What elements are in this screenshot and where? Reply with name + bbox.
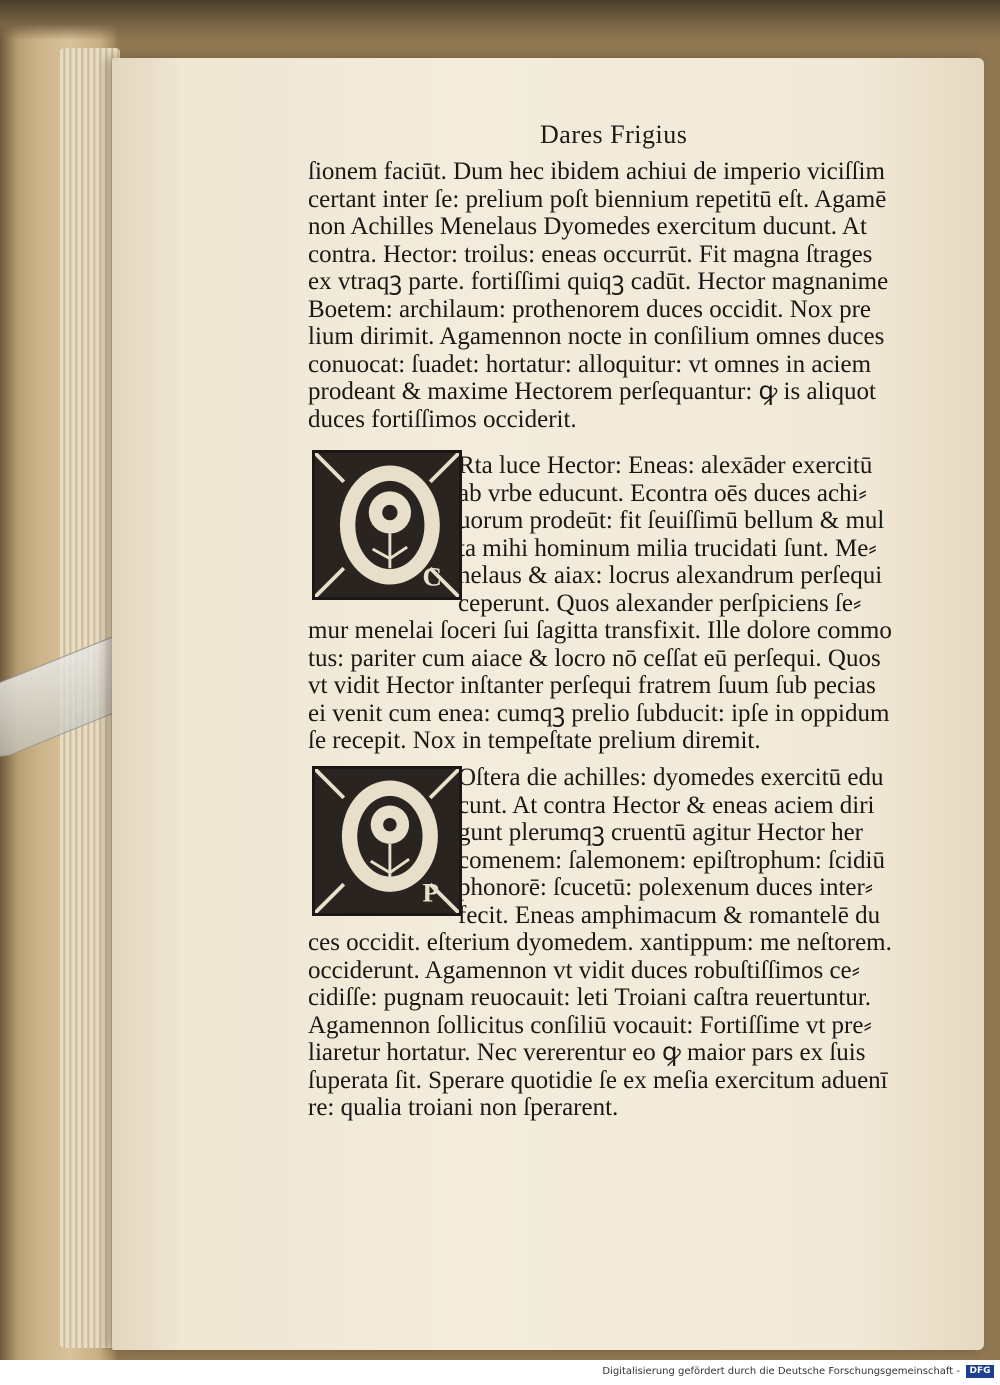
text-line: uorum prodeūt: fit ſeuiſſimū bellum & mul (458, 507, 885, 534)
text-line: ſionem faciūt. Dum hec ibidem achiui de imperio viciſſim (308, 158, 885, 185)
text-line: phonorē: ſcucetū: polexenum duces inter⸗ (458, 874, 874, 901)
text-line: ab vrbe educunt. Econtra oēs duces achi⸗ (458, 479, 867, 507)
funding-note: Digitalisierung gefördert durch die Deutsche Forschungsgemeinschaft - (602, 1366, 960, 1377)
text-line: contra. Hector: troilus: eneas occurrūt. Fit magna ſtrages (308, 240, 873, 268)
text-line: comenem: ſalemonem: epiſtrophum: ſcidiū (458, 846, 885, 874)
text-line: duces fortiſſimos occiderit. (308, 405, 577, 433)
text-line: cunt. At contra Hector & eneas aciem diri (458, 791, 875, 819)
text-line: ſuperata ſit. Sperare quotidie ſe ex meſia exercitum aduenī (308, 1066, 888, 1094)
paragraph-2 (308, 452, 908, 755)
text-line: ſe recepit. Nox in tempeſtate prelium diremit. (308, 727, 761, 754)
text-line: cidiſſe: pugnam reuocauit: leti Troiani caſtra reuertuntur. (308, 984, 872, 1011)
initial-letter: C (422, 561, 442, 592)
text-line: ceperunt. Quos alexander perſpiciens ſe⸗ (458, 589, 862, 617)
text-line: Oſtera die achilles: dyomedes exercitū edu (458, 764, 884, 791)
binding-shadow (0, 0, 1000, 40)
text-line: lium dirimit. Agamennon nocte in conſilium omnes duces (308, 323, 885, 350)
paragraph-3 (308, 764, 908, 1122)
text-line: liaretur hortatur. Nec vererentur eo ꝙ maior pars ex ſuis (308, 1039, 866, 1066)
text-line: mur menelai ſoceri ſui ſagitta transfixit. Ille dolore commo (308, 617, 892, 644)
text-line: certant inter ſe: prelium poſt biennium repetitū eſt. Agamē (308, 185, 887, 213)
text-line: gunt plerumqꝫ cruentū agitur Hector her (458, 819, 863, 846)
footer-bar (0, 1360, 1000, 1385)
text-line: Agamennon ſollicitus conſiliū vocauit: Fortiſſime vt pre⸗ (308, 1011, 872, 1039)
text-line: ei venit cum enea: cumqꝫ prelio ſubducit: ipſe in oppidum (308, 699, 890, 727)
text-line: Rta luce Hector: Eneas: alexāder exercitū (458, 452, 873, 479)
text-line: conuocat: ſuadet: hortatur: alloquitur: vt omnes in aciem (308, 350, 872, 378)
text-line: re: qualia troiani non ſperarent. (308, 1094, 619, 1121)
text-line: prodeant & maxime Hectorem perſequantur: ꝙ is aliquot (308, 378, 876, 405)
running-head: Dares Frigius (540, 120, 688, 149)
text-line: occiderunt. Agamennon vt vidit duces robuſtiſſimos ce⸗ (308, 956, 860, 984)
text-line: fecit. Eneas amphimacum & romantelē du (458, 901, 881, 929)
text-line: Boetem: archilaum: prothenorem duces occidit. Nox pre (308, 295, 872, 323)
initial-letter: P (422, 877, 439, 908)
text-line: ces occidit. eſterium dyomedem. xantippum: me neſtorem. (308, 929, 892, 956)
text-line: ex vtraqꝫ parte. fortiſſimi quiqꝫ cadūt. Hector magnanime (308, 268, 889, 295)
text-line: ta mihi hominum milia trucidati ſunt. Me⸗ (458, 534, 877, 562)
paragraph-1 (308, 158, 908, 433)
text-line: non Achilles Menelaus Dyomedes exercitum ducunt. At (308, 213, 867, 240)
text-line: vt vidit Hector inſtanter perſequi fratrem ſuum ſub pecias (308, 672, 876, 699)
text-line: tus: pariter cum aiace & locro nō ceſſat eū perſequi. Quos (308, 644, 881, 672)
text-line: nelaus & aiax: locrus alexandrum perſequi (458, 562, 883, 589)
dfg-logo: DFG (966, 1365, 994, 1378)
